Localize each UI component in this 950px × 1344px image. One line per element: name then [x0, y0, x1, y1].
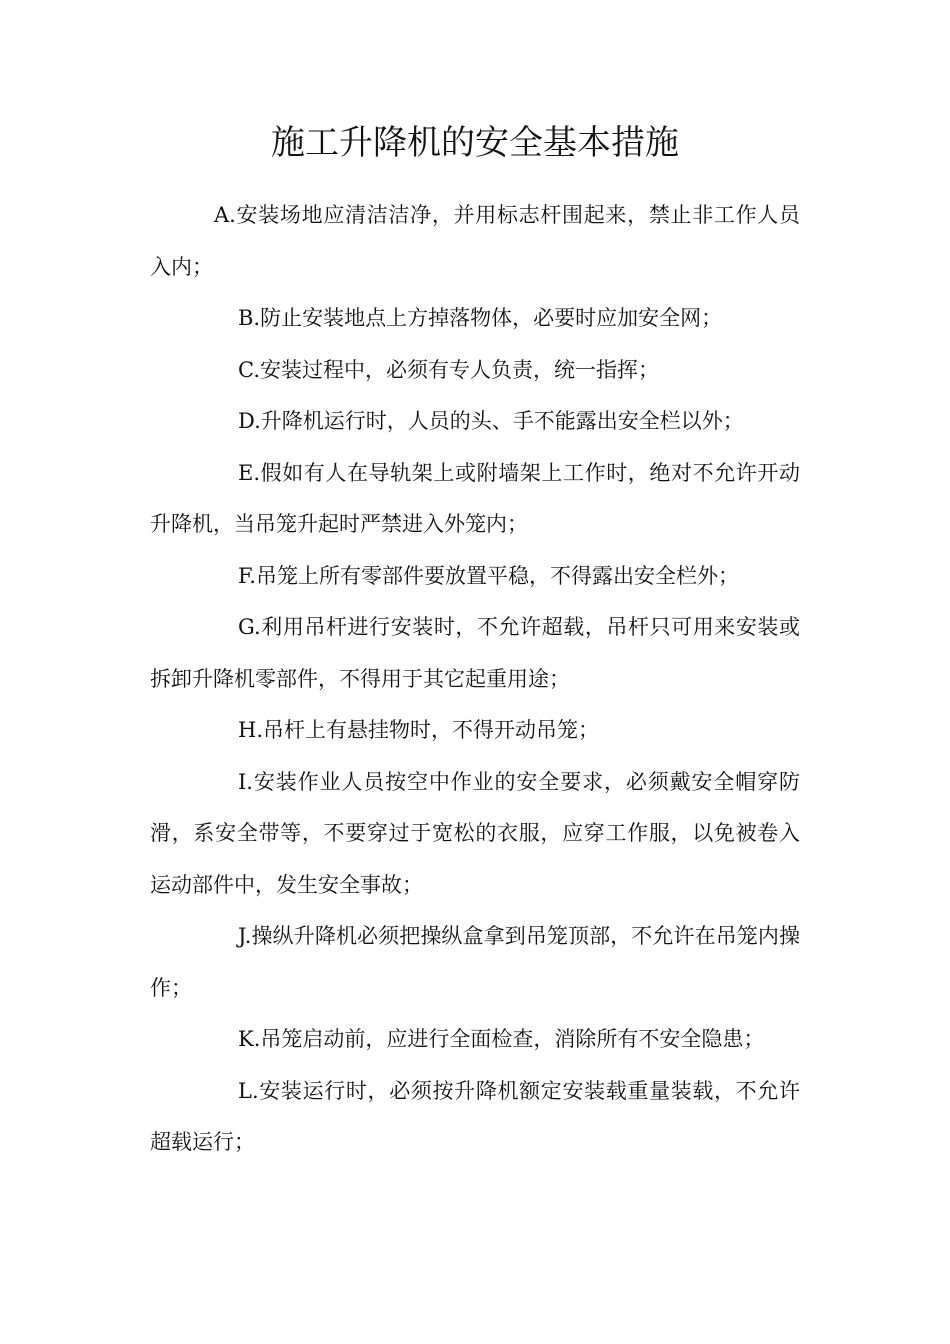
paragraph-a: A.安装场地应清洁洁净，并用标志杆围起来，禁止非工作人员入内； [150, 203, 800, 279]
paragraph-d: D.升降机运行时，人员的头、手不能露出安全栏以外； [238, 409, 744, 433]
document-title: 施工升降机的安全基本措施 [271, 123, 679, 163]
paragraph-g: G.利用吊杆进行安装时，不允许超载，吊杆只可用来安装或拆卸升降机零部件，不得用于其它起重用途； [150, 615, 800, 691]
paragraph-i: I.安装作业人员按空中作业的安全要求，必须戴安全帽穿防滑，系安全带等，不要穿过于宽松的衣服，应穿工作服，以免被卷入运动部件中，发生安全事故； [150, 769, 800, 897]
paragraph-f: F.吊笼上所有零部件要放置平稳，不得露出安全栏外； [238, 563, 739, 588]
paragraph-e: E.假如有人在导轨架上或附墙架上工作时，绝对不允许开动升降机，当吊笼升起时严禁进入外笼内； [150, 460, 800, 536]
paragraph-b: B.防止安装地点上方掉落物体，必要时应加安全网； [238, 306, 723, 330]
paragraph-k: K.吊笼启动前，应进行全面检查，消除所有不安全隐患； [238, 1027, 765, 1051]
paragraph-j: J.操纵升降机必须把操纵盒拿到吊笼顶部，不允许在吊笼内操作； [150, 924, 800, 1000]
paragraph-c: C.安装过程中，必须有专人负责，统一指挥； [238, 357, 659, 382]
document-body [150, 190, 800, 1169]
paragraph-h: H.吊杆上有悬挂物时，不得开动吊笼； [238, 718, 599, 742]
paragraph-l: L.安装运行时，必须按升降机额定安装载重量装载，不允许超载运行； [150, 1078, 800, 1154]
